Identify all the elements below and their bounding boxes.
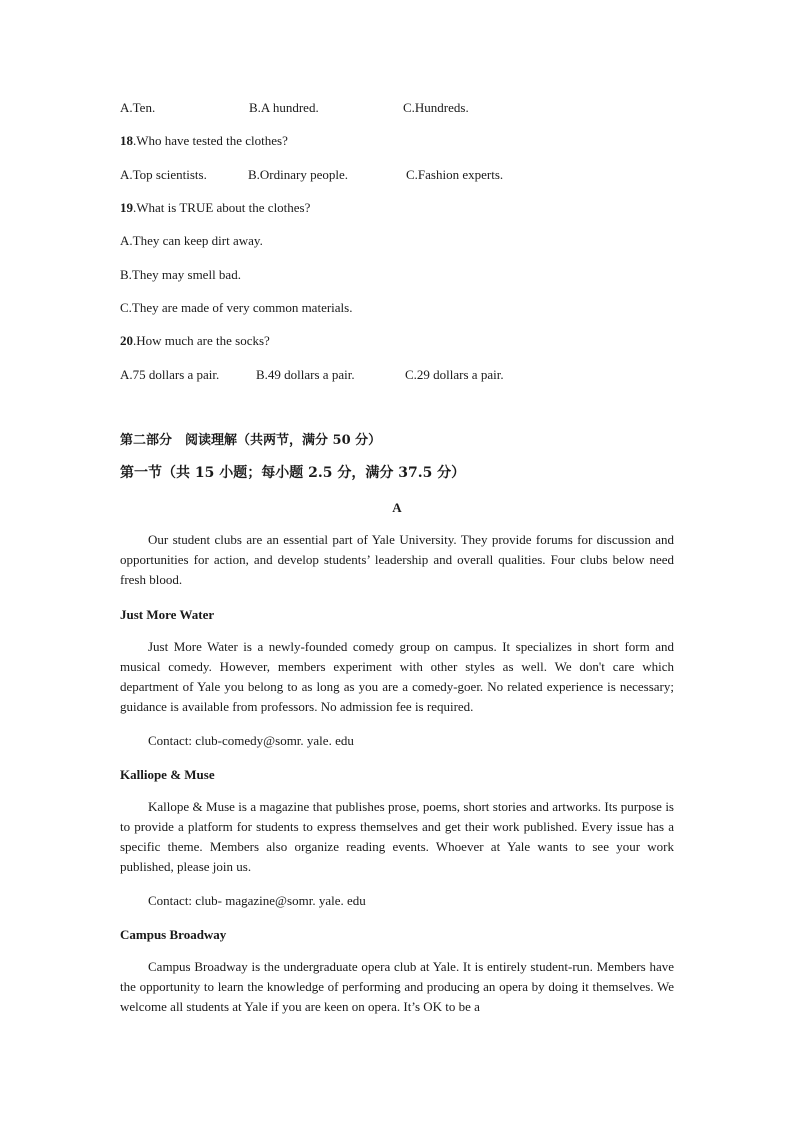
- q18-number: 18: [120, 133, 133, 148]
- q20-option-c: C.29 dollars a pair.: [405, 367, 504, 382]
- club-contact-just-more-water: Contact: club-comedy@somr. yale. edu: [148, 733, 354, 748]
- q18-option-b: B.Ordinary people.: [248, 167, 349, 182]
- q20-option-b: B.49 dollars a pair.: [256, 367, 355, 382]
- q19-question: [120, 199, 310, 216]
- club-body-just-more-water: Just More Water is a newly-founded comedy group on campus. It specializes in short form and musical comedy. However, members experiment with other styles as well. We don't care which department of Yale you belong to as long as you are a comedy-goer. No related experience is necessary; guidance is available from professors. No admission fee is required.: [120, 639, 674, 714]
- passage-letter: A: [392, 500, 402, 515]
- q19-option-a: A.They can keep dirt away.: [120, 233, 263, 248]
- q19-number: 19: [120, 200, 133, 215]
- club-body-campus-broadway: Campus Broadway is the undergraduate opera club at Yale. It is entirely student-run. Members have the opportunity to learn the knowledge of performing and producing an opera by doing it themselves. We welcome all students at Yale if you are keen on opera. It’s OK to be a: [120, 959, 674, 1014]
- club-name-just-more-water: Just More Water: [120, 607, 215, 622]
- section1-title: 第一节（共 15 小题；每小题 2.5 分，满分 37.5 分）: [120, 465, 466, 481]
- q17-option-c: C.Hundreds.: [403, 100, 469, 115]
- q18-question: [120, 132, 288, 149]
- q20-text: .How much are the socks?: [133, 333, 270, 348]
- q19-text: .What is TRUE about the clothes?: [133, 200, 311, 215]
- q20-number: 20: [120, 333, 133, 348]
- q20-option-a: A.75 dollars a pair.: [120, 367, 220, 382]
- q18-text: .Who have tested the clothes?: [133, 133, 288, 148]
- q17-option-b: B.A hundred.: [249, 100, 319, 115]
- q18-option-a: A.Top scientists.: [120, 167, 207, 182]
- q18-option-c: C.Fashion experts.: [406, 167, 504, 182]
- club-contact-kalliope-muse: Contact: club- magazine@somr. yale. edu: [148, 893, 366, 908]
- q19-option-b: B.They may smell bad.: [120, 267, 241, 282]
- part2-title: 第二部分 阅读理解（共两节，满分 50 分）: [120, 433, 382, 448]
- club-name-kalliope-muse: Kalliope & Muse: [120, 767, 215, 782]
- club-body-kalliope-muse: Kallope & Muse is a magazine that publishes prose, poems, short stories and artworks. Its purpose is to provide a platform for students to express themselves and get their work published. Every issue has a specific theme. Members also organize reading events. Whoever at Yale wants to see your work published, please join us.: [120, 799, 674, 874]
- q17-option-a: A.Ten.: [120, 100, 156, 115]
- q20-question: [120, 332, 270, 349]
- q19-option-c: C.They are made of very common materials.: [120, 300, 353, 315]
- club-name-campus-broadway: Campus Broadway: [120, 927, 227, 942]
- passage-intro: Our student clubs are an essential part of Yale University. They provide forums for discussion and opportunities for action, and develop students’ leadership and overall qualities. Four clubs below need fresh blood.: [120, 532, 674, 587]
